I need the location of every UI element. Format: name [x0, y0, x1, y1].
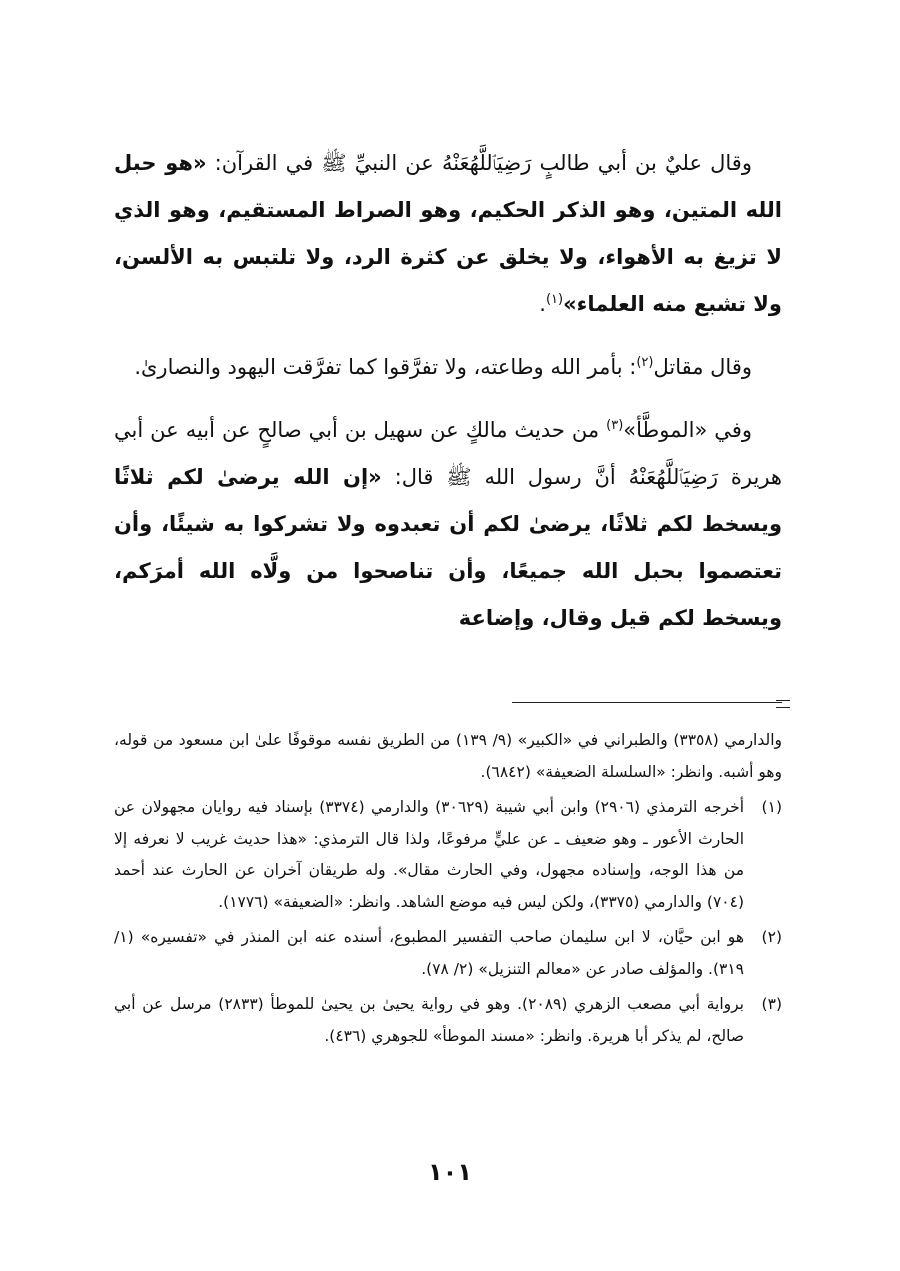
footnote-text: هو ابن حيَّان، لا ابن سليمان صاحب التفسير المطبوع، أسنده عنه ابن المنذر في «تفسيره» (١/ ٣١٩). والمؤلف صادر عن «معالم التنزيل» (٢/ ٧٨). [114, 928, 744, 978]
p3-intro: وفي «الموطَّأ» [623, 418, 752, 442]
p3-hadith: «إن الله يرضىٰ لكم ثلاثًا ويسخط لكم ثلاثًا، يرضىٰ لكم أن تعبدوه ولا تشركوا به شيئًا، وأن تعتصموا بحبل الله جميعًا، وأن تناصحوا من ولَّاه الله أمرَكم، ويسخط لكم قيل وقال، وإضاعة [114, 465, 782, 630]
footnote-text: أخرجه الترمذي (٢٩٠٦) وابن أبي شيبة (٣٠٦٢٩) والدارمي (٣٣٧٤) بإسناد فيه روايان مجهولان عن الحارث الأعور ـ وهو ضعيف ـ عن عليٍّ مرفوعًا، ولذا قال الترمذي: «هذا حديث غريب لا نعرفه إلا من هذا الوجه، وإسناده مجهول، وفي الحارث مقال». وله طريقان آخران عن الحارث عند أحمد (٧٠٤) والدارمي (٣٣٧٥)، ولكن ليس فيه موضع الشاهد. وانظر: «الضعيفة» (١٧٧٦). [114, 798, 744, 911]
footnote-separator [512, 702, 782, 703]
p3-body: من حديث مالكٍ عن سهيل بن أبي صالحٍ عن أبيه عن أبي هريرة رَضِيَٱللَّهُعَنْهُ أنَّ رسول الله ﷺ قال: [114, 418, 782, 489]
footnote-ref-3[interactable]: (٣) [606, 418, 624, 433]
footnote-continuation: والدارمي (٣٣٥٨) والطبراني في «الكبير» (٩/ ١٣٩) من الطريق نفسه موقوفًا علىٰ ابن مسعود من قوله، وهو أشبه. وانظر: «السلسلة الضعيفة» (٦٨٤٢). [114, 731, 783, 781]
paragraph-ali-quote [114, 140, 782, 328]
paragraph-muqatil [114, 344, 782, 391]
footnote-item [114, 792, 782, 918]
p1-intro: وقال عليٌ بن أبي طالبٍ رَضِيَٱللَّهُعَنْهُ عن النبيِّ ﷺ في القرآن: [206, 151, 752, 175]
main-text [114, 140, 782, 658]
footnote-item [114, 922, 782, 985]
footnote-text: برواية أبي مصعب الزهري (٢٠٨٩). وهو في رواية يحيىٰ بن يحيىٰ للموطأ (٢٨٣٣) مرسل عن أبي صالح، لم يذكر أبا هريرة. وانظر: «مسند الموطأ» للجوهري (٤٣٦). [114, 995, 744, 1045]
footnote-number: (٢) [761, 928, 782, 946]
footnote-number: (١) [761, 798, 782, 816]
page-number: ١٠١ [428, 1158, 472, 1186]
footnote-number: (٣) [761, 995, 782, 1013]
footnote-ref-1[interactable]: (١) [545, 292, 564, 307]
paragraph-muwatta [114, 407, 782, 642]
footnote-item [114, 989, 782, 1052]
footnote-ref-2[interactable]: (٢) [636, 355, 654, 370]
p2-intro: وقال مقاتل [653, 355, 752, 379]
p1-quote: «هو حبل الله المتين، وهو الذكر الحكيم، وهو الصراط المستقيم، وهو الذي لا تزيغ به الأهواء، ولا يخلق عن كثرة الرد، ولا تلتبس به الألسن، ولا تشبع منه العلماء» [114, 151, 782, 316]
p1-end: . [539, 292, 546, 316]
footnotes [114, 725, 782, 1056]
p2-body: : بأمر الله وطاعته، ولا تفرَّقوا كما تفرَّقت اليهود والنصارىٰ. [134, 355, 637, 379]
